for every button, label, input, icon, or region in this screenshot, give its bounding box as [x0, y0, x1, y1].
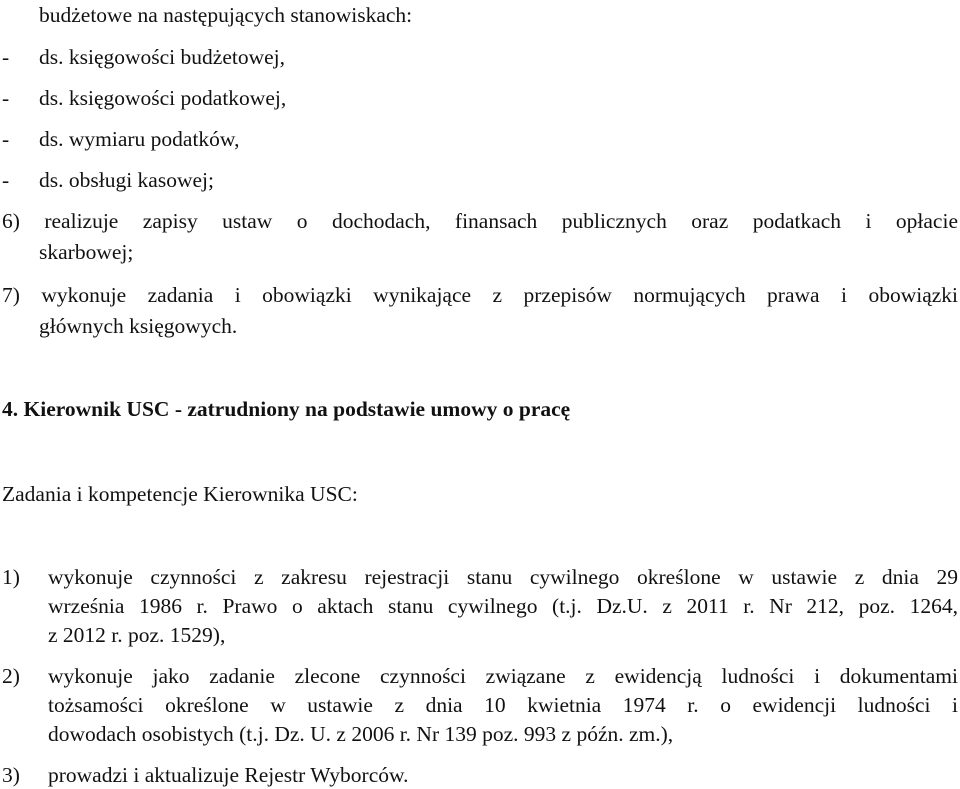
section-4-heading: 4. Kierownik USC - zatrudniony na podstawie umowy o pracę: [2, 397, 571, 421]
task-1-line-1: wykonuje czynności z zakresu rejestracji stanu cywilnego określone w ustawie z dnia 29: [48, 565, 958, 589]
position-dash: -: [2, 127, 10, 151]
task-number: 3): [2, 763, 20, 787]
task-3-line-1: prowadzi i aktualizuje Rejestr Wyborców.: [48, 763, 409, 787]
position-dash: -: [2, 168, 10, 192]
task-1-line-3: z 2012 r. poz. 1529),: [48, 623, 226, 647]
task-1-line-2: września 1986 r. Prawo o aktach stanu cywilnego (t.j. Dz.U. z 2011 r. Nr 212, poz. 1264,: [48, 594, 958, 618]
task-2-line-1: wykonuje jako zadanie zlecone czynności związane z ewidencją ludności i dokumentami: [48, 664, 958, 688]
task-number: 1): [2, 565, 20, 589]
position-dash: -: [2, 45, 10, 69]
position-dash: -: [2, 86, 10, 110]
item-7-line-2: głównych księgowych.: [39, 314, 238, 338]
tasks-intro: Zadania i kompetencje Kierownika USC:: [2, 482, 358, 506]
item-7-line-1: 7) wykonuje zadania i obowiązki wynikające z przepisów normujących prawa i obowiązki: [2, 283, 958, 307]
task-2-line-2: tożsamości określone w ustawie z dnia 10 kwietnia 1974 r. o ewidencji ludności i: [48, 693, 958, 717]
intro-continuation: budżetowe na następujących stanowiskach:: [39, 3, 413, 27]
position-item: ds. księgowości budżetowej,: [39, 45, 286, 69]
task-number: 2): [2, 664, 20, 688]
position-item: ds. obsługi kasowej;: [39, 168, 214, 192]
item-6-line-2: skarbowej;: [39, 240, 134, 264]
position-item: ds. wymiaru podatków,: [39, 127, 240, 151]
item-6-line-1: 6) realizuje zapisy ustaw o dochodach, finansach publicznych oraz podatkach i opłacie: [2, 209, 958, 233]
position-item: ds. księgowości podatkowej,: [39, 86, 287, 110]
task-2-line-3: dowodach osobistych (t.j. Dz. U. z 2006 r. Nr 139 poz. 993 z późn. zm.),: [48, 722, 674, 746]
